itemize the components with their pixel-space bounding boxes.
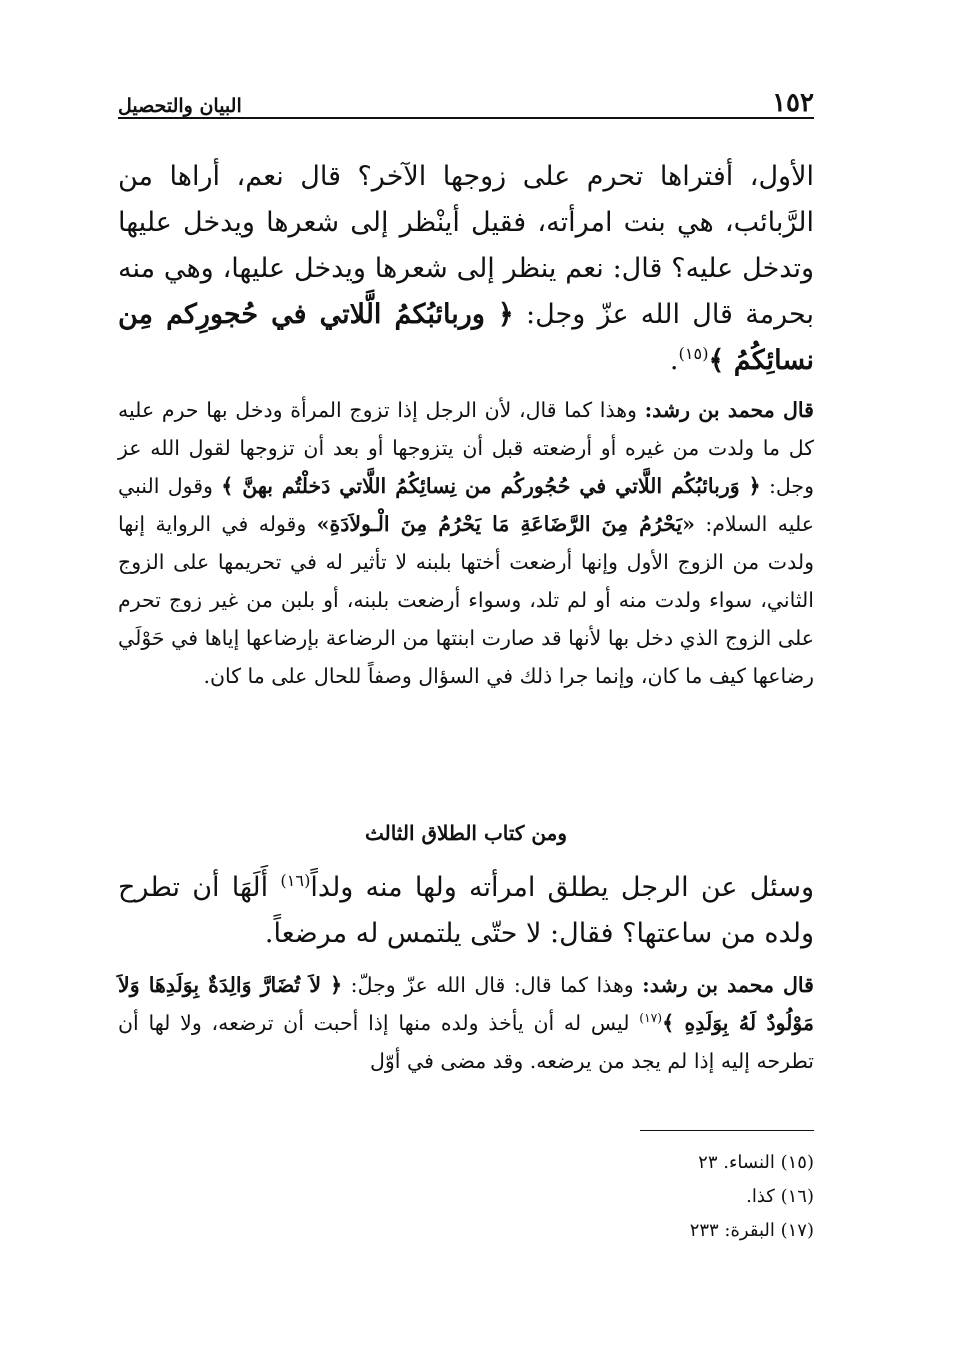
question-paragraph: [118, 154, 814, 384]
page-header: [118, 76, 814, 116]
footnote-ref: (١٧): [639, 1011, 663, 1026]
footnote-ref: (١٦): [280, 871, 311, 890]
footnote-item: (١٥) النساء. ٢٣: [698, 1152, 814, 1173]
sentence-end: .: [669, 345, 679, 376]
footnotes: [118, 1146, 814, 1248]
paragraph-text: وهذا كما قال، لأن الرجل إذا تزوج المرأة ودخل بها حرم عليه كل ما ولدت من غيره أو أرضعته قبل أن يتزوجها أو بعد أن تزوجها لقول الله عز وجل:: [118, 398, 814, 498]
commentator-lead: قال محمد بن رشد:: [644, 398, 814, 422]
section-heading: ومن كتاب الطلاق الثالث: [365, 821, 567, 845]
footnote-ref: (١٥): [678, 344, 709, 363]
paragraph-text: وقول النبي عليه السلام:: [118, 474, 814, 536]
paragraph-text: وسئل عن الرجل يطلق امرأته ولها منه ولداً: [310, 872, 814, 903]
footnote-item: (١٦) كذا.: [746, 1186, 814, 1207]
paragraph-text: وقوله في الرواية إنها ولدت من الزوج الأول وإنها أرضعت أختها بلبنه لا تأثير له في تحريمها على الزوج الثاني، سواء ولدت منه أو لم تلد، وسواء أرضعت بلبنه، أو بلبن من غير زوج تحرم على الزوج الذي دخل بها لأنها قد صارت ابنتها من الرضاعة بإرضاعها إياها في حَوْلَي رضاعها كيف ما كان، وإنما جرا ذلك في السؤال وصفاً للحال على ما كان.: [118, 512, 814, 688]
commentary-paragraph: [118, 391, 814, 695]
paragraph-text: وهذا كما قال: قال الله عزّ وجلّ:: [350, 973, 634, 997]
footnote-rule: [640, 1130, 814, 1131]
question-paragraph: [118, 865, 814, 957]
running-title: البيان والتحصيل: [118, 95, 242, 117]
header-rule: [118, 117, 814, 119]
footnote-item: (١٧) البقرة: ٢٣٣: [689, 1220, 814, 1241]
quran-verse: ﴿ وربائبُكمُ الَّلاتي في حُجورِكم مِن نسائِكُمُ ﴾: [118, 299, 814, 376]
paragraph-text: أَلَهَا أن تطرح ولده من ساعتها؟ فقال: لا حتّى يلتمس له مرضعاً.: [118, 872, 814, 949]
quran-verse: ﴿ وَربائبُكُم اللَّاتي في حُجُوركُم من نِسائِكُمُ اللَّاتي دَخلْتُم بهنَّ ﴾: [221, 474, 761, 498]
quran-verse: ﴿ لاَ تُضَارَّ وَالِدَةٌ بِوَلَدِهَا وَلاَ مَوْلُودٌ لَهُ بِوَلَدِهِ ﴾: [118, 973, 814, 1035]
paragraph-text: الأول، أفتراها تحرم على زوجها الآخر؟ قال نعم، أراها من الرَّبائب، هي بنت امرأته، فقيل أينْظر إلى شعرها ويدخل عليها وتدخل عليه؟ قال: نعم ينظر إلى شعرها ويدخل عليها، وهي منه بحرمة قال الله عزّ وجل:: [118, 161, 814, 330]
commentary-paragraph: [118, 966, 814, 1080]
hadith-quote: «يَحْرُمُ مِنَ الرَّضَاعَةِ مَا يَحْرُمُ مِنَ الْـولاَدَةِ»: [316, 512, 695, 536]
commentator-lead: قال محمد بن رشد:: [642, 973, 814, 997]
paragraph-text: ليس له أن يأخذ ولده منها إذا أحبت أن ترضعه، ولا لها أن تطرحه إليه إذا لم يجد من يرضعه. وقد مضى في أوّل: [118, 1011, 814, 1073]
page-number: ١٥٢: [772, 88, 814, 118]
